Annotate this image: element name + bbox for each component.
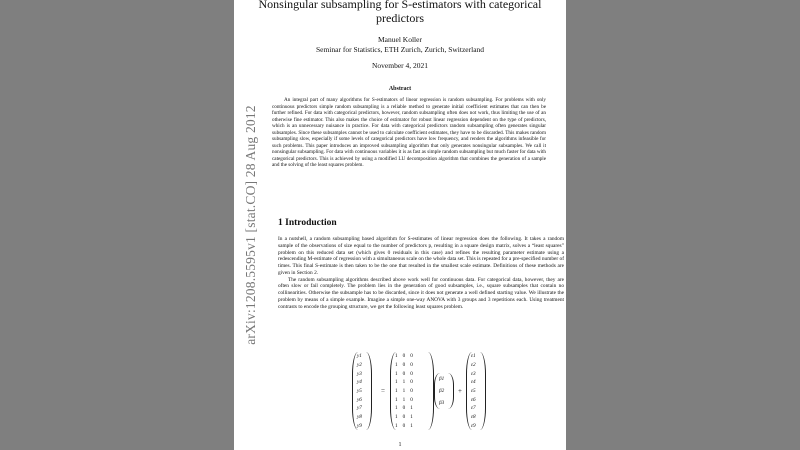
epsilon-entry: ε6 (471, 396, 476, 403)
matrix-row: 1 1 0 (395, 379, 413, 386)
y-column (357, 352, 367, 430)
epsilon-entry: ε4 (471, 379, 476, 386)
paper-title: Nonsingular subsampling for S-estimators with categorical predictors (258, 0, 542, 25)
epsilon-entry: ε5 (471, 387, 476, 394)
y-entry: y6 (357, 396, 362, 403)
section-title: 1 Introduction (278, 218, 337, 228)
epsilon-entry: ε9 (471, 422, 476, 429)
design-matrix (390, 352, 434, 430)
matrix-row: 1 0 0 (395, 361, 413, 368)
y-entry: y3 (357, 370, 362, 377)
intro-paragraph-2: The random subsampling algorithms described above work well for continuous data. For categorical data, however, they are often slow or fail completely. The problem lies in the generation of good subsamples, i.e., square subsamples that contain no collinearities. Otherwise the subsample has to be discarded, since it does not generate a well defined starting value. We illustrate the problem by means of a simple example. Imagine a simple one-way ANOVA with 3 groups and 3 repetitions each. Using treatment contrasts to encode the grouping structure, we get the following least squares problem. (278, 276, 564, 310)
y-entry: y5 (357, 387, 362, 394)
matrix-row: 1 0 0 (395, 370, 413, 377)
beta-column (439, 373, 449, 409)
epsilon-column (471, 352, 481, 430)
y-vector (352, 352, 372, 430)
epsilon-entry: ε2 (471, 361, 476, 368)
introduction-body (278, 236, 564, 310)
plus-sign: + (458, 387, 462, 395)
paper-date: November 4, 2021 (371, 61, 429, 70)
epsilon-entry: ε1 (471, 353, 476, 360)
equals-sign: = (381, 387, 385, 395)
abstract-heading: Abstract (388, 86, 412, 92)
author-name: Manuel Koller (378, 35, 422, 44)
matrix-row: 1 1 0 (395, 387, 413, 394)
page-number: 1 (398, 442, 402, 448)
matrix-row: 1 1 0 (395, 396, 413, 403)
arxiv-stamp: arXiv:1208.5595v1 [stat.CO] 28 Aug 2012 (243, 105, 258, 345)
y-entry: y7 (357, 405, 362, 412)
beta-entry: β3 (439, 400, 445, 406)
matrix-row: 1 0 1 (395, 413, 413, 420)
y-entry: y4 (357, 379, 362, 386)
y-entry: y1 (357, 353, 362, 360)
author-affiliation: Seminar for Statistics, ETH Zurich, Zurich, Switzerland (315, 45, 485, 54)
abstract-text: An integral part of many algorithms for S-estimators of linear regression is random subsampling. For problems with only continuous predictors simple random subsampling is a reliable method to generate initial coefficient estimates that can then be further refined. For data with categorical predictors, however, random subsampling often does not work, thus limiting the use of an otherwise fine estimator. This also makes the choice of estimator for robust linear regression dependent on the type of predictors, which is an unnecessary nuisance in practice. For data with categorical predictors random subsampling often generates singular subsamples. Since these subsamples cannot be used to calculate coefficient estimates, they have to be discarded. This makes random subsampling slow, especially if some levels of categorical predictors have low frequency, and renders the algorithms infeasible for such problems. This paper introduces an improved subsampling algorithm that only generates nonsingular subsamples. We call it nonsingular subsampling. For data with continuous variables it is as fast as simple random subsampling but much faster for data with categorical predictors. This is achieved by using a modified LU decomposition algorithm that combines the generation of a sample and the solving of the least squares problem. (272, 97, 546, 169)
matrix-row: 1 0 0 (395, 353, 413, 360)
y-entry: y9 (357, 422, 362, 429)
intro-paragraph-1: In a nutshell, a random subsampling based algorithm for S-estimates of linear regression does the following. It takes a random sample of the observations of size equal to the number of predictors p, resulting in a square design matrix, solves a “least squares” problem on this reduced data set (which gives 0 residuals in this case) and refines the resulting parameter estimate using a redescending M-estimate of regression with a simultaneous scale on the whole data set. This is repeated for a pre-specified number of times. This final S-estimate is then taken to be the one that resulted in the smallest scale estimate. Definitions of these methods are given in Section 2. (278, 236, 564, 276)
pdf-page (234, 0, 566, 450)
matrix-row: 1 0 1 (395, 405, 413, 412)
matrix-row: 1 0 1 (395, 422, 413, 429)
beta-vector (434, 373, 454, 409)
y-entry: y2 (357, 361, 362, 368)
y-entry: y8 (357, 413, 362, 420)
beta-entry: β2 (439, 388, 445, 394)
design-rows (395, 352, 429, 430)
epsilon-vector (466, 352, 486, 430)
epsilon-entry: ε7 (471, 405, 476, 412)
epsilon-entry: ε3 (471, 370, 476, 377)
beta-entry: β1 (439, 376, 445, 382)
epsilon-entry: ε8 (471, 413, 476, 420)
author-block (234, 35, 566, 55)
